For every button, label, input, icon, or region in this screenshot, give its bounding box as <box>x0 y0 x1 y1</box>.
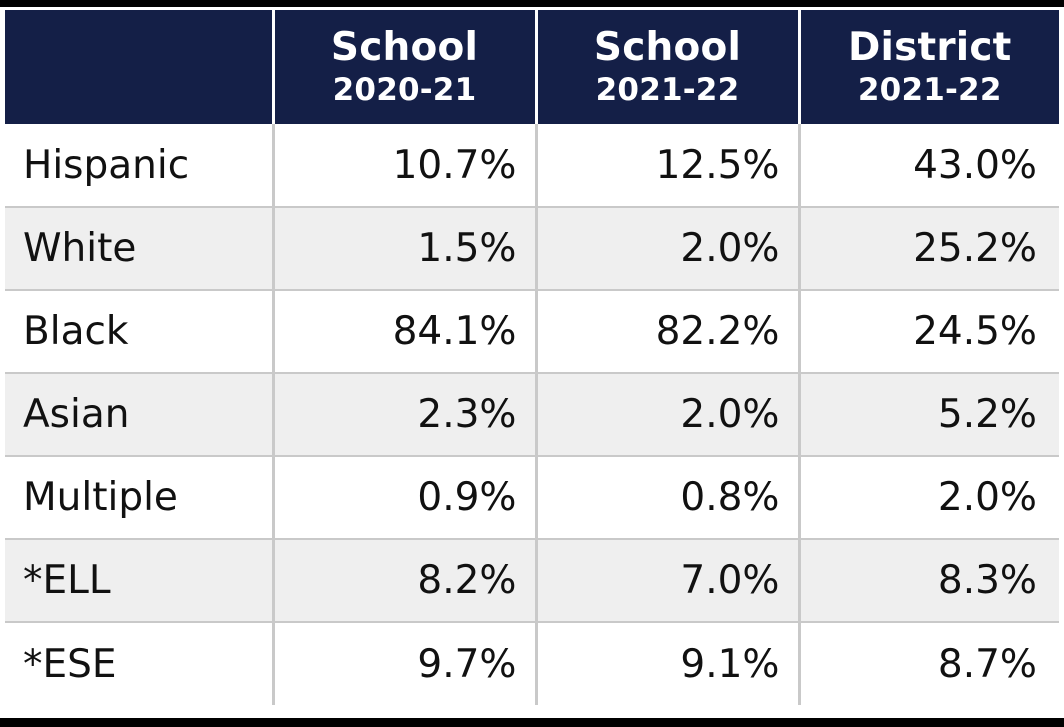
cell-white-school-2021-22: 2.0% <box>536 207 799 290</box>
cell-ell-school-2021-22: 7.0% <box>536 539 799 622</box>
header-col2-line1: School <box>593 25 742 70</box>
cell-asian-school-2020-21: 2.3% <box>273 373 536 456</box>
table-row <box>5 290 1059 373</box>
bottom-divider <box>0 718 1064 727</box>
table-row <box>5 539 1059 622</box>
table-body <box>5 124 1059 705</box>
table-row <box>5 207 1059 290</box>
row-label-multiple: Multiple <box>5 456 273 539</box>
cell-hispanic-district-2021-22: 43.0% <box>799 124 1059 207</box>
table-row <box>5 622 1059 705</box>
cell-white-district-2021-22: 25.2% <box>799 207 1059 290</box>
header-cell-corner <box>5 10 273 124</box>
top-divider <box>0 0 1064 7</box>
header-cell-school-2021-22 <box>536 10 799 124</box>
cell-black-school-2020-21: 84.1% <box>273 290 536 373</box>
header-col3-line1: District <box>847 25 1012 70</box>
cell-multiple-district-2021-22: 2.0% <box>799 456 1059 539</box>
cell-multiple-school-2021-22: 0.8% <box>536 456 799 539</box>
row-label-asian: Asian <box>5 373 273 456</box>
row-label-white: White <box>5 207 273 290</box>
cell-ese-school-2021-22: 9.1% <box>536 622 799 705</box>
cell-ell-school-2020-21: 8.2% <box>273 539 536 622</box>
cell-hispanic-school-2020-21: 10.7% <box>273 124 536 207</box>
row-label-hispanic: Hispanic <box>5 124 273 207</box>
header-row <box>5 10 1059 124</box>
header-cell-district-2021-22 <box>799 10 1059 124</box>
header-col3-line2: 2021-22 <box>857 72 1002 108</box>
header-col1-line2: 2020-21 <box>332 72 477 108</box>
cell-hispanic-school-2021-22: 12.5% <box>536 124 799 207</box>
table-row <box>5 124 1059 207</box>
cell-black-district-2021-22: 24.5% <box>799 290 1059 373</box>
row-label-black: Black <box>5 290 273 373</box>
cell-asian-school-2021-22: 2.0% <box>536 373 799 456</box>
demographics-table-container <box>5 10 1059 705</box>
cell-asian-district-2021-22: 5.2% <box>799 373 1059 456</box>
cell-ell-district-2021-22: 8.3% <box>799 539 1059 622</box>
cell-ese-district-2021-22: 8.7% <box>799 622 1059 705</box>
table-header <box>5 10 1059 124</box>
header-cell-school-2020-21 <box>273 10 536 124</box>
demographics-table <box>5 10 1059 705</box>
header-col2-line2: 2021-22 <box>595 72 740 108</box>
table-row <box>5 373 1059 456</box>
cell-black-school-2021-22: 82.2% <box>536 290 799 373</box>
row-label-ese: *ESE <box>5 622 273 705</box>
cell-multiple-school-2020-21: 0.9% <box>273 456 536 539</box>
row-label-ell: *ELL <box>5 539 273 622</box>
table-row <box>5 456 1059 539</box>
cell-ese-school-2020-21: 9.7% <box>273 622 536 705</box>
header-col1-line1: School <box>330 25 479 70</box>
cell-white-school-2020-21: 1.5% <box>273 207 536 290</box>
